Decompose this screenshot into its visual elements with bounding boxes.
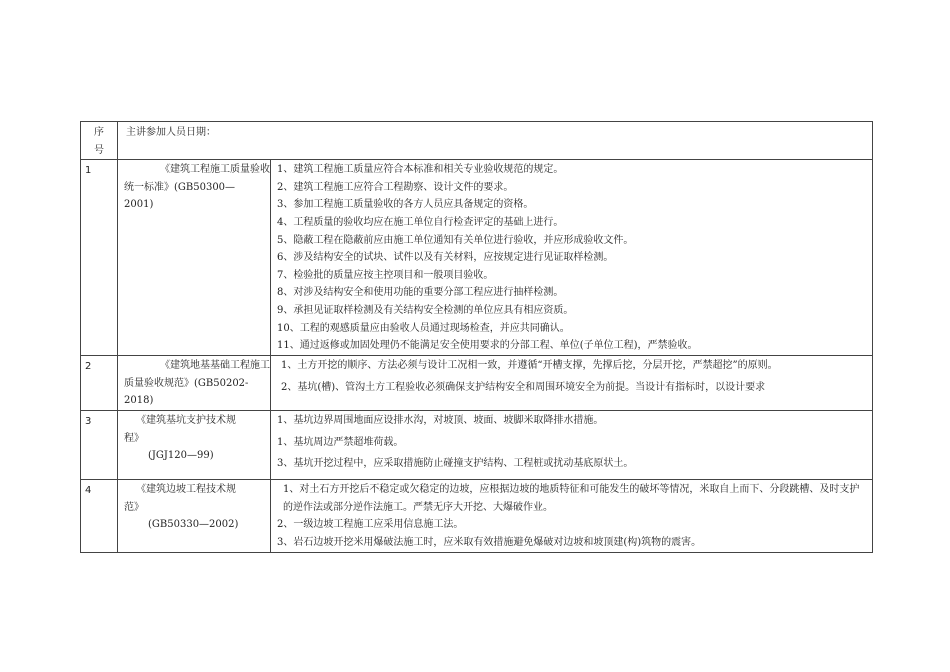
table-row	[81, 356, 873, 411]
row-number: 2	[81, 356, 118, 411]
table-row	[81, 480, 873, 552]
requirement-item: 2、一级边坡工程施工应采用信息施工法。	[277, 519, 464, 531]
table-header-row	[81, 122, 873, 160]
header-number-label-line1: 序	[94, 127, 104, 138]
requirement-item: 7、检验批的质量应按主控项目和一般项目验收。	[277, 269, 494, 281]
table-row	[81, 160, 873, 356]
requirement-item: 2、基坑(槽)、管沟土方工程验收必须确保支护结构安全和周围环境安全为前提。当设计有指标时，以设计要求	[281, 381, 766, 393]
standard-line: (GB50330—2002)	[148, 519, 239, 531]
standard-line: 2018)	[124, 395, 154, 407]
standards-table	[80, 121, 873, 553]
header-number-cell	[81, 122, 118, 160]
standard-name	[118, 356, 271, 411]
requirements-cell	[271, 411, 873, 480]
row-number: 3	[81, 411, 118, 480]
requirement-item: 3、参加工程施工质量验收的各方人员应具备规定的资格。	[277, 199, 534, 211]
row-number: 4	[81, 480, 118, 552]
standard-line: 范》	[124, 501, 144, 513]
requirement-item: 9、承担见证取样检测及有关结构安全检测的单位应具有相应资质。	[277, 304, 574, 316]
standard-line: 《建筑基坑支护技术规	[136, 415, 236, 427]
requirement-item: 1、基坑边界周围地面应设排水沟，对坡顶、坡面、坡脚米取降排水措施。	[277, 415, 604, 427]
standard-name	[118, 480, 271, 552]
standard-line: 程》	[124, 432, 144, 444]
standard-line: 《建筑工程施工质量验收	[160, 164, 270, 176]
requirement-item: 5、隐蔽工程在隐蔽前应由施工单位通知有关单位进行验收，并应形成验收文件。	[277, 234, 634, 246]
standard-line: 《建筑地基基础工程施工	[160, 360, 270, 372]
requirement-item: 11、通过返修或加固处理仍不能满足安全使用要求的分部工程、单位(子单位工程)，严禁验收。	[277, 340, 698, 352]
standard-line: 《建筑边坡工程技术规	[136, 484, 236, 496]
requirement-item: 1、对土石方开挖后不稳定或欠稳定的边坡，应根据边坡的地质特征和可能发生的破坏等情况，米取自上而下、分段跳槽、及时支护的逆作法或部分逆作法施工。严禁无序大开挖、大爆破作业。	[283, 484, 860, 513]
header-number-label-line2: 号	[94, 144, 104, 156]
table-row	[81, 411, 873, 480]
standard-name	[118, 160, 271, 356]
standard-line: 质量验收规范》(GB50202-	[124, 377, 249, 389]
requirements-cell	[271, 160, 873, 356]
standard-line: (JGJ120—99)	[148, 450, 214, 462]
standard-name	[118, 411, 271, 480]
requirement-item: 10、工程的观感质量应由验收人员通过现场检查，并应共同确认。	[277, 322, 570, 334]
requirement-item: 4、工程质量的验收均应在施工单位自行检查评定的基础上进行。	[277, 216, 564, 228]
header-title-cell: 主讲参加人员日期：	[118, 122, 873, 160]
requirements-cell	[271, 480, 873, 552]
requirement-item: 6、涉及结构安全的试块、试件以及有关材料，应按规定进行见证取样检测。	[277, 252, 614, 264]
requirement-item: 3、岩石边坡开挖米用爆破法施工时，应米取有效措施避免爆破对边坡和坡顶建(构)筑物的震害。	[277, 536, 702, 548]
row-number: 1	[81, 160, 118, 356]
requirement-item: 2、建筑工程施工应符合工程勘察、设计文件的要求。	[277, 181, 514, 193]
requirement-item: 1、基坑周边严禁超堆荷载。	[277, 436, 404, 448]
requirement-item: 3、基坑开挖过程中，应采取措施防止碰撞支护结构、工程桩或扰动基底原状土。	[277, 458, 634, 470]
standard-line: 2001)	[124, 199, 154, 211]
requirement-item: 8、对涉及结构安全和使用功能的重要分部工程应进行抽样检测。	[277, 287, 564, 299]
requirement-item: 1、建筑工程施工质量应符合本标准和相关专业验收规范的规定。	[277, 164, 564, 176]
standard-line: 统一标准》(GB50300—	[124, 181, 236, 193]
requirements-cell	[271, 356, 873, 411]
requirement-item: 1、土方开挖的顺序、方法必须与设计工况相一致，并遵循“开槽支撑，先撑后挖，分层开挖，严禁超挖”的原则。	[281, 360, 778, 372]
